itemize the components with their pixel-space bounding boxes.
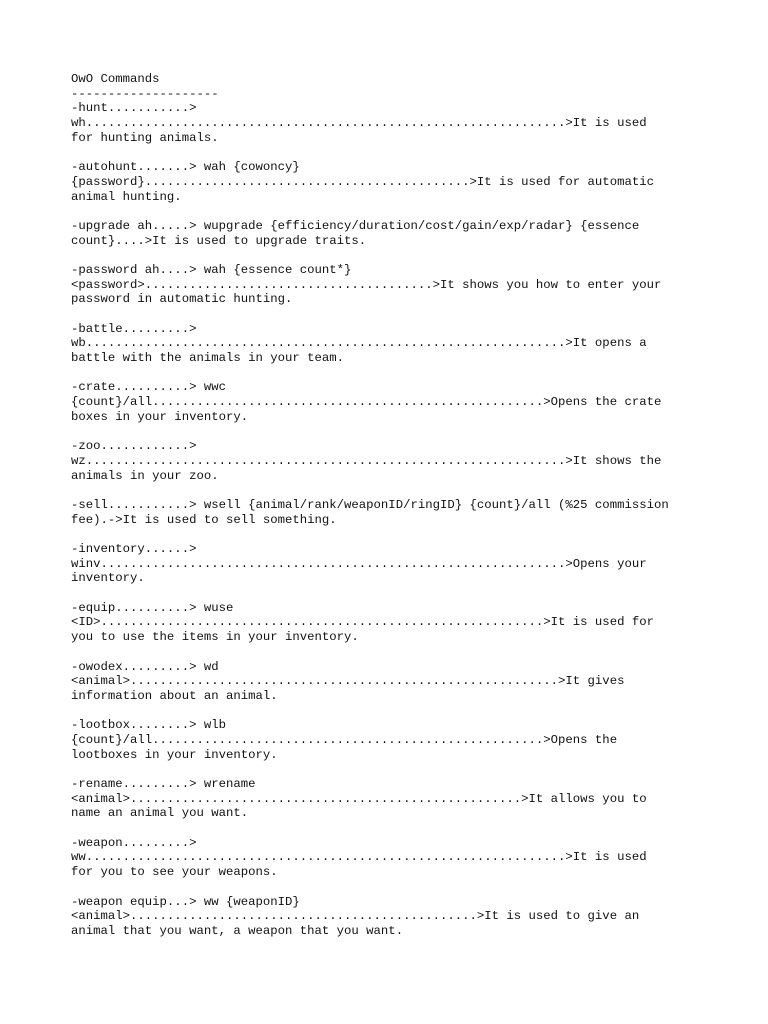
- command-entry: [71, 836, 751, 880]
- command-description-line: ww.................................................................>It is used: [71, 850, 647, 865]
- command-description-line: <ID>............................................................>It is used for: [71, 615, 654, 630]
- command-entry: [71, 160, 751, 204]
- command-name-line: -inventory......>: [71, 542, 197, 556]
- command-description-line: animal that you want, a weapon that you want.: [71, 923, 404, 938]
- command-description-line: {count}/all.....................................................>Opens the crate: [71, 395, 662, 410]
- command-description-line: animal hunting.: [71, 189, 182, 204]
- command-description-line: you to use the items in your inventory.: [71, 630, 359, 645]
- command-entry: [71, 498, 751, 527]
- command-description-line: winv...............................................................>Opens your: [71, 556, 647, 571]
- command-entry: [71, 718, 751, 762]
- command-entry: [71, 542, 751, 586]
- command-name-line: -crate..........> wwc: [71, 380, 226, 395]
- command-description-line: {count}/all.....................................................>Opens the: [71, 732, 618, 747]
- command-name-line: -hunt...........>: [71, 101, 197, 116]
- document-title: OwO Commands: [71, 72, 160, 86]
- command-entry: [71, 219, 751, 248]
- command-description-line: name an animal you want.: [71, 806, 249, 821]
- command-description-line: inventory.: [71, 571, 145, 586]
- command-name-line: -equip..........> wuse: [71, 600, 234, 615]
- command-entry: [71, 101, 751, 145]
- document-body: [71, 72, 751, 953]
- command-name-line: -battle.........>: [71, 321, 197, 336]
- title-rule: --------------------: [71, 86, 219, 101]
- command-description-line: animals in your zoo.: [71, 468, 219, 483]
- command-entry: [71, 439, 751, 483]
- command-description-line: boxes in your inventory.: [71, 409, 249, 424]
- command-description-line: battle with the animals in your team.: [71, 351, 345, 366]
- command-name-line: -upgrade ah.....> wupgrade {efficiency/duration/cost/gain/exp/radar} {essence: [71, 218, 640, 233]
- command-description-line: information about an animal.: [71, 688, 278, 703]
- command-description-line: fee).->It is used to sell something.: [71, 512, 337, 527]
- command-description-line: for you to see your weapons.: [71, 865, 278, 880]
- command-name-line: -lootbox........> wlb: [71, 718, 226, 733]
- command-entry: [71, 380, 751, 424]
- command-description-line: wb.................................................................>It opens a: [71, 336, 647, 351]
- command-description-line: wh.................................................................>It is used: [71, 116, 647, 131]
- command-entry: [71, 601, 751, 645]
- command-name-line: -owodex.........> wd: [71, 659, 219, 674]
- command-name-line: -autohunt.......> wah {cowoncy}: [71, 160, 300, 175]
- command-entry: [71, 777, 751, 821]
- command-description-line: <animal>...............................................>It is used to give an: [71, 909, 640, 924]
- command-description-line: count}....>It is used to upgrade traits.: [71, 233, 367, 248]
- document-header: [71, 72, 751, 101]
- command-description-line: lootboxes in your inventory.: [71, 747, 278, 762]
- command-description-line: {password}............................................>It is used for automatic: [71, 174, 654, 189]
- command-entry: [71, 322, 751, 366]
- command-name-line: -weapon.........>: [71, 835, 197, 850]
- command-name-line: -rename.........> wrename: [71, 777, 256, 791]
- command-description-line: wz.................................................................>It shows the: [71, 453, 662, 468]
- command-entry: [71, 263, 751, 307]
- command-description-line: <animal>.....................................................>It allows you to: [71, 791, 647, 806]
- command-description-line: for hunting animals.: [71, 130, 219, 145]
- command-description-line: <password>.......................................>It shows you how to enter your: [71, 277, 662, 292]
- command-name-line: -password ah....> wah {essence count*}: [71, 262, 352, 277]
- command-name-line: -weapon equip...> ww {weaponID}: [71, 894, 300, 909]
- command-list: [71, 101, 751, 938]
- command-description-line: <animal>..........................................................>It gives: [71, 674, 625, 689]
- command-description-line: password in automatic hunting.: [71, 292, 293, 307]
- command-name-line: -sell...........> wsell {animal/rank/weaponID/ringID} {count}/all (%25 commission: [71, 497, 669, 512]
- command-entry: [71, 660, 751, 704]
- command-name-line: -zoo............>: [71, 439, 197, 454]
- command-entry: [71, 895, 751, 939]
